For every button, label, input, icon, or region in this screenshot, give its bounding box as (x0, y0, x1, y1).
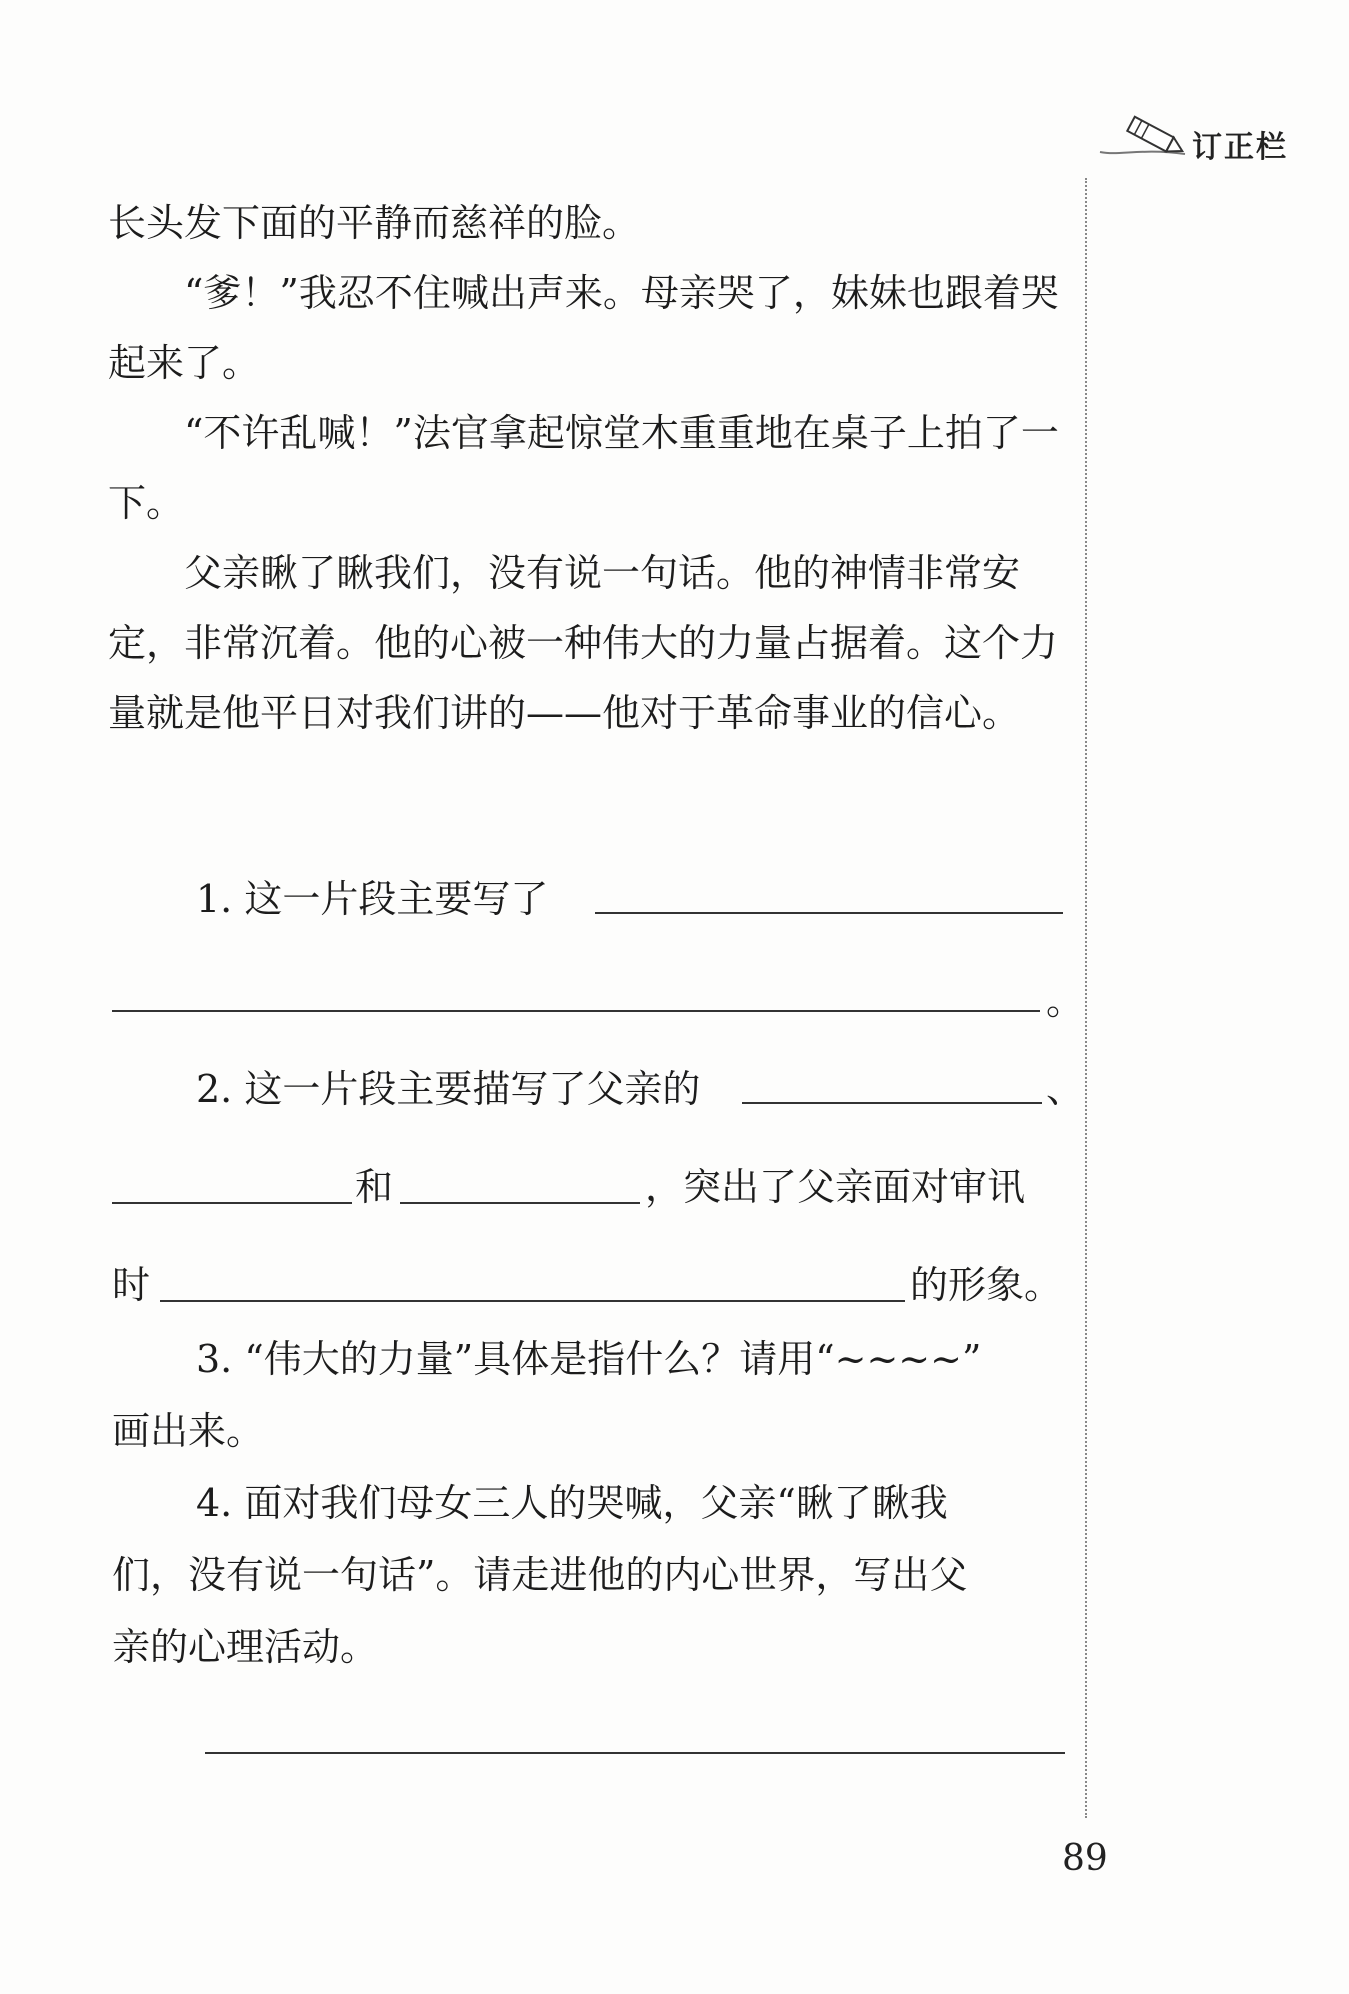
q2-answer-blank-3[interactable] (400, 1202, 640, 1204)
passage-paragraph-2: “爹！”我忍不住喊出声来。母亲哭了，妹妹也跟着哭起来了。 (108, 271, 1059, 385)
question-1-text: 1. 这一片段主要写了 (196, 877, 549, 921)
reading-passage (108, 188, 1063, 748)
correction-label: 订正栏 (1192, 130, 1288, 165)
q1-answer-blank-2[interactable] (112, 1010, 1040, 1012)
question-3-line-1: 3. “伟大的力量”具体是指什么？请用“~~~~” (196, 1337, 982, 1381)
pencil-icon (1090, 110, 1190, 170)
question-4-line-2: 们，没有说一句话”。请走进他的内心世界，写出父 (112, 1553, 968, 1597)
question-2-end: 的形象。 (910, 1263, 1063, 1307)
q1-answer-blank-1[interactable] (595, 912, 1063, 914)
question-2-shi: 时 (112, 1263, 151, 1307)
question-4-line-3: 亲的心理活动。 (112, 1625, 379, 1669)
question-3-line-2: 画出来。 (112, 1409, 265, 1453)
passage-paragraph-1: 长头发下面的平静而慈祥的脸。 (108, 201, 641, 245)
q2-answer-blank-4[interactable] (160, 1300, 905, 1302)
question-2-and: 和 (355, 1165, 394, 1209)
question-1-end: 。 (1046, 979, 1085, 1023)
passage-paragraph-3: “不许乱喊！”法官拿起惊堂木重重地在桌子上拍了一下。 (108, 411, 1059, 525)
question-2-text: 2. 这一片段主要描写了父亲的 (196, 1067, 701, 1111)
correction-margin-line (1085, 178, 1087, 1818)
q2-answer-blank-2[interactable] (112, 1202, 352, 1204)
question-2-mid: ，突出了父亲面对审讯 (645, 1165, 1026, 1209)
page-number: 89 (1062, 1838, 1108, 1879)
q4-answer-blank[interactable] (205, 1752, 1065, 1754)
q2-answer-blank-1[interactable] (742, 1102, 1042, 1104)
question-2-sep: 、 (1046, 1067, 1085, 1111)
correction-column-header (1090, 110, 1330, 170)
question-4-line-1: 4. 面对我们母女三人的哭喊，父亲“瞅了瞅我 (196, 1481, 948, 1525)
passage-paragraph-4: 父亲瞅了瞅我们，没有说一句话。他的神情非常安定，非常沉着。他的心被一种伟大的力量占据着。这个力量就是他平日对我们讲的——他对于革命事业的信心。 (108, 551, 1059, 735)
